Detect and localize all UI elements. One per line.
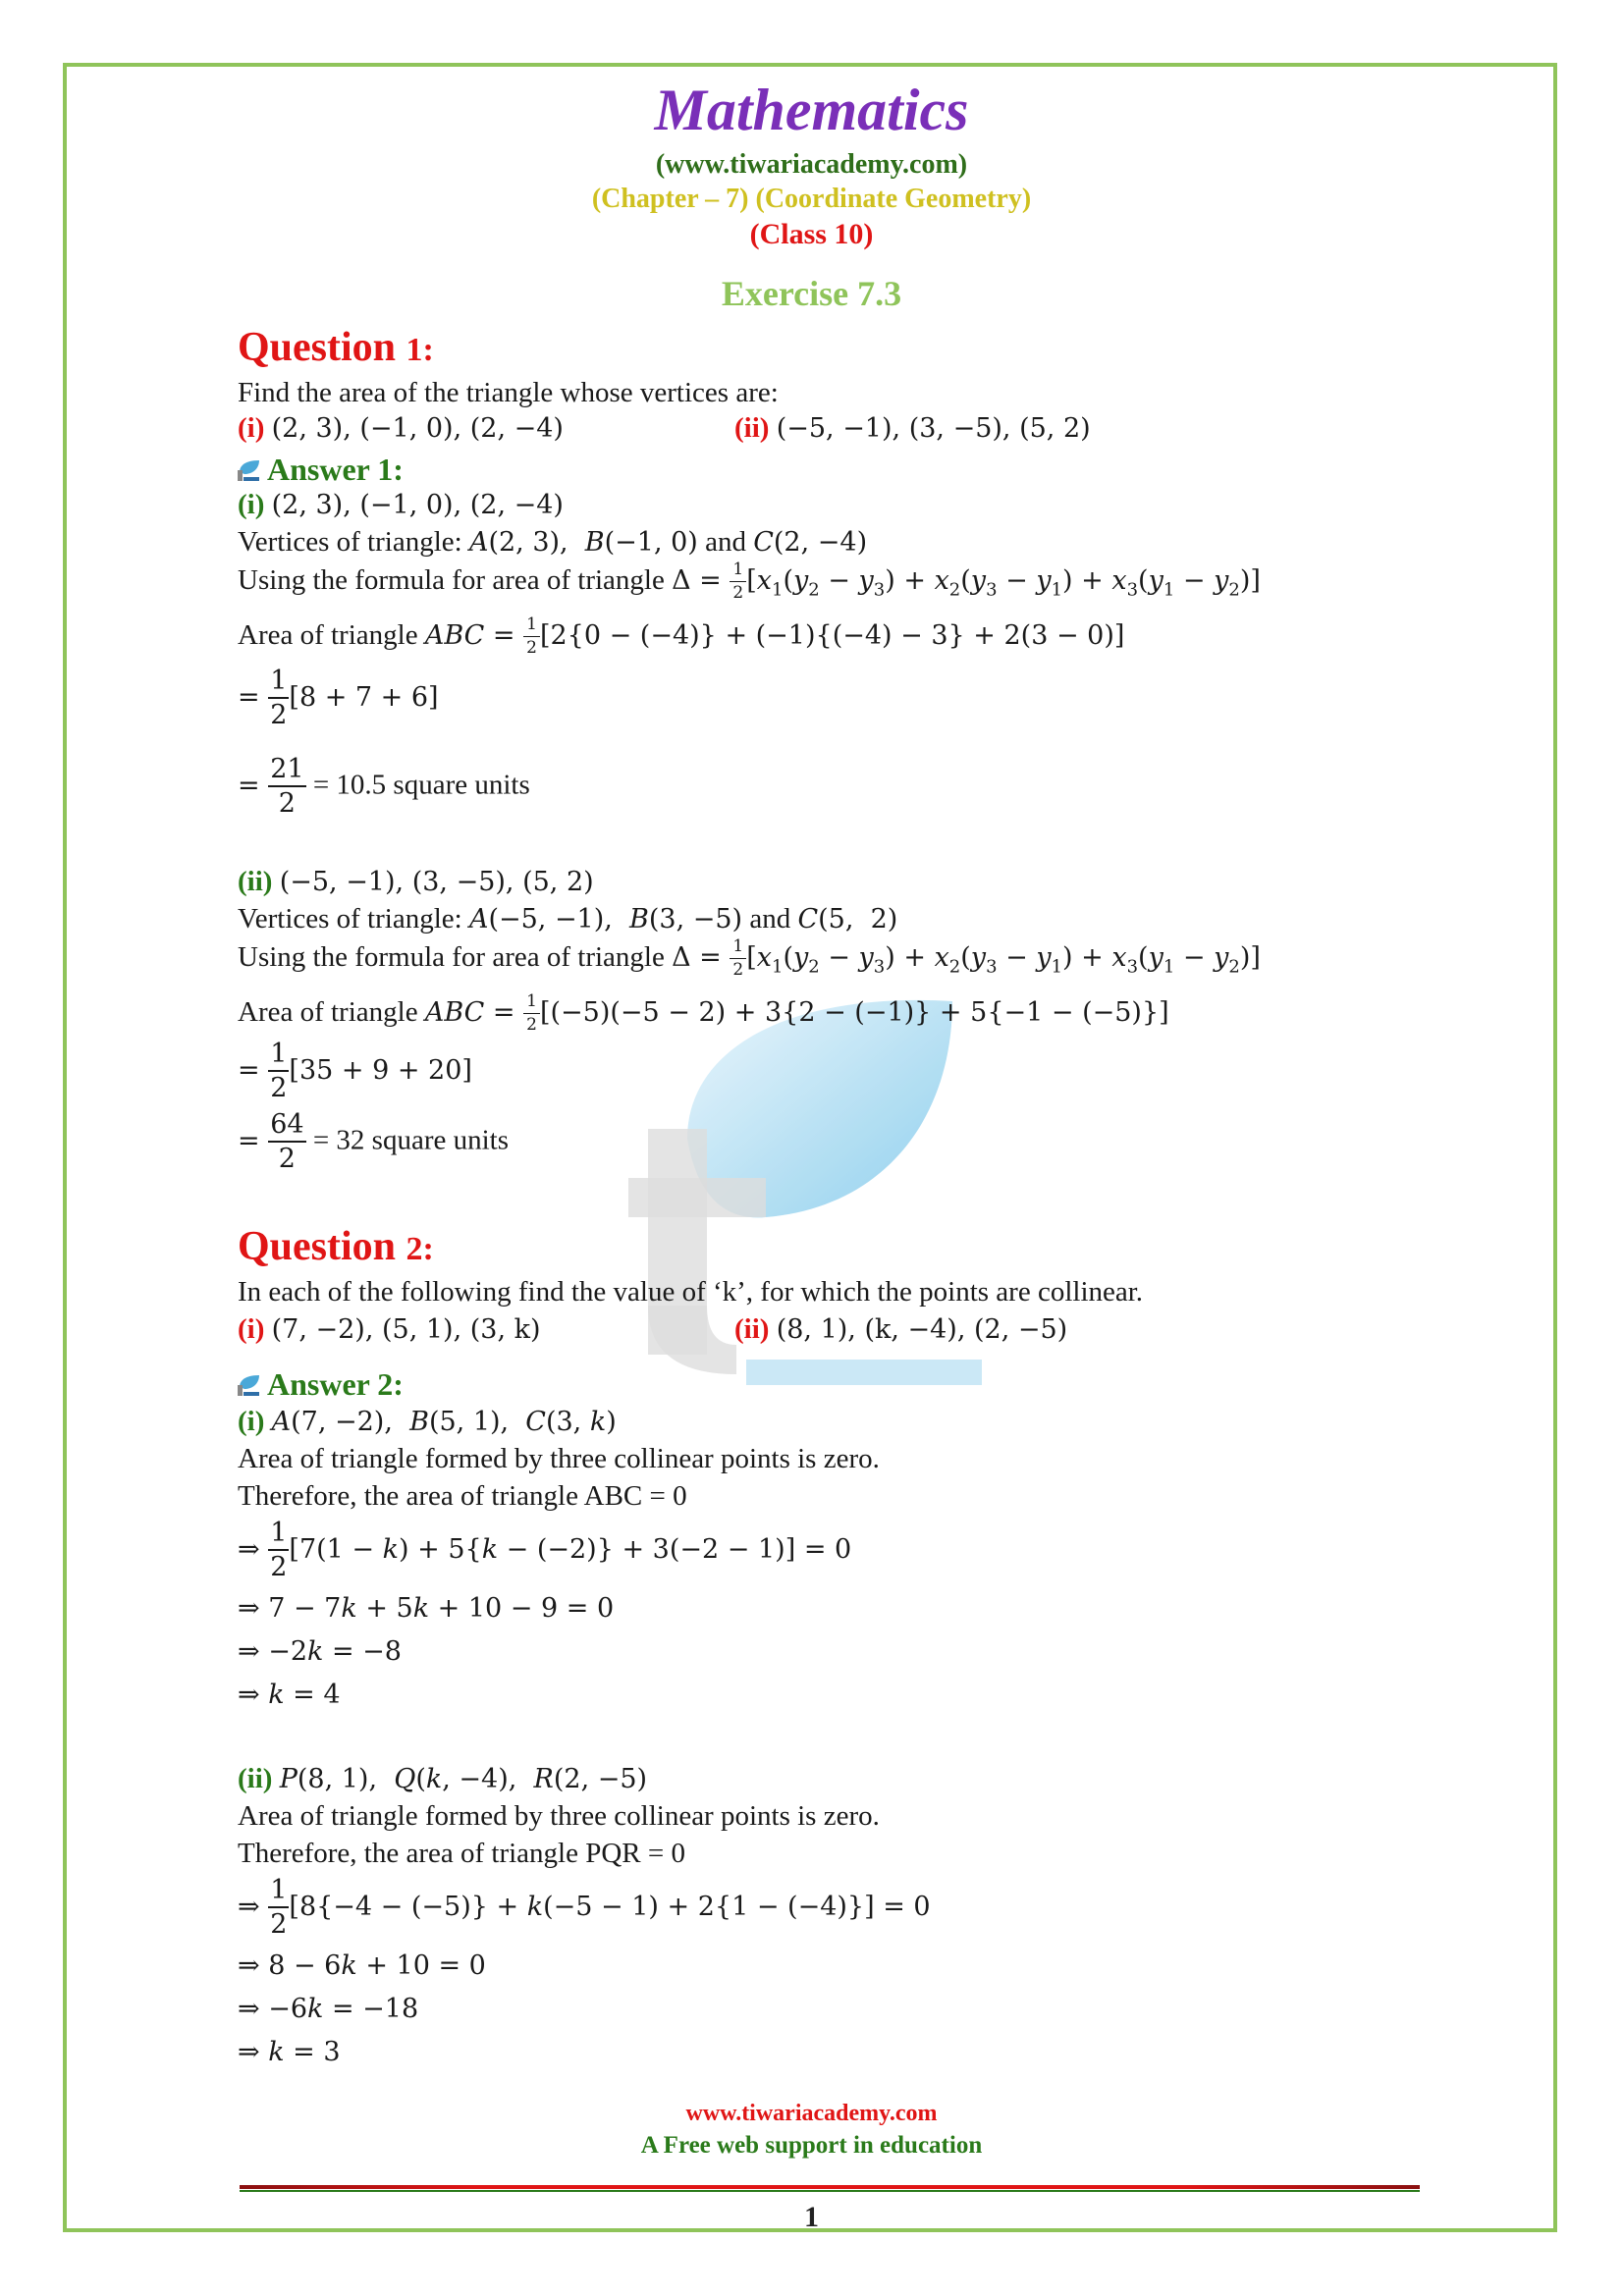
part-points: (7, −2), (5, 1), (3, k) — [271, 1314, 541, 1345]
formula-label: Using the formula for area of triangle — [238, 941, 665, 973]
part-points: (−5, −1), (3, −5), (5, 2) — [776, 413, 1091, 444]
question-1-part-i — [238, 412, 564, 445]
answer-1-part-i — [238, 489, 564, 521]
answer-1-ii-step-1: = $\frac{1}{2}$ [35 + 9 + 20] — [238, 1039, 472, 1103]
part-label: (ii) — [238, 1763, 273, 1794]
part-label: (i) — [238, 412, 265, 444]
answer-2-step-1: ⇒ $\frac{1}{2}$ [7(1 − k) + 5{k − (−2)} + 3(−2 − 1)] = 0 — [238, 1518, 852, 1582]
answer-2-line-3: Area of triangle formed by three collinear points is zero. — [238, 1800, 880, 1832]
answer-label: Answer 1: — [267, 452, 404, 487]
result-text: = 10.5 square units — [312, 769, 530, 801]
answer-1-formula: Using the formula for area of triangle Δ = $\frac{1}{2}$ $[x_1(y_2 - y_3) + x_2(y_3 - y_1) + x_3(y_1 - y_2)]$ — [238, 560, 1261, 603]
answer-label: Answer 2: — [267, 1366, 404, 1402]
answer-2-step-3: ⇒ −2k = −8 — [238, 1636, 402, 1667]
question-label: Question — [238, 325, 397, 370]
exercise-heading: Exercise 7.3 — [721, 274, 902, 313]
area-label: Area of triangle — [238, 619, 418, 651]
question-number: 1: — [406, 332, 434, 368]
answer-2-ii-step-2: ⇒ 8 − 6k + 10 = 0 — [238, 1950, 486, 1981]
part-points: (−5, −1), (3, −5), (5, 2) — [279, 867, 594, 897]
question-label: Question — [238, 1224, 397, 1269]
answer-2-step-2: ⇒ 7 − 7k + 5k + 10 − 9 = 0 — [238, 1593, 615, 1624]
page-title: Mathematics — [654, 78, 969, 142]
answer-2-ii-step-3: ⇒ −6k = −18 — [238, 1994, 419, 2024]
answer-1-ii-vertices: Vertices of triangle: A(−5, −1), B(3, −5) and C(5, 2) — [238, 903, 898, 934]
answer-2-line-2: Therefore, the area of triangle ABC = 0 — [238, 1480, 687, 1512]
question-number: 2: — [406, 1231, 434, 1267]
tiwari-logo-icon — [236, 1373, 261, 1397]
answer-1-heading — [236, 452, 404, 488]
part-points: (2, 3), (−1, 0), (2, −4) — [271, 413, 564, 444]
question-2-text: In each of the following find the value of ‘k’, for which the points are collinear. — [238, 1276, 1144, 1308]
answer-2-heading — [236, 1366, 404, 1403]
question-2-part-ii — [734, 1313, 1067, 1346]
answer-1-part-ii — [238, 866, 594, 898]
header-class: (Class 10) — [749, 218, 874, 250]
part-points: (2, 3), (−1, 0), (2, −4) — [271, 490, 564, 520]
header-site: (www.tiwariacademy.com) — [655, 149, 968, 180]
answer-2-part-i: (i) A(7, −2), B(5, 1), C(3, k) — [238, 1406, 617, 1437]
answer-1-ii-area: Area of triangle ABC = $\frac{1}{2}$ [(−5)(−5 − 2) + 3{2 − (−1)} + 5{−1 − (−5)}] — [238, 991, 1169, 1035]
answer-2-part-ii: (ii) P(8, 1), Q(k, −4), R(2, −5) — [238, 1763, 648, 1794]
footer-divider — [240, 2185, 1420, 2189]
answer-1-step-1: = $\frac{1}{2}$ [8 + 7 + 6] — [238, 666, 439, 730]
question-2-part-i — [238, 1313, 541, 1346]
answer-1-ii-formula: Using the formula for area of triangle Δ = $\frac{1}{2}$ $[x_1(y_2 - y_3) + x_2(y_3 - y_1) + x_3(y_1 - y_2)]$ — [238, 936, 1261, 980]
question-1-part-ii — [734, 412, 1091, 445]
footer-tagline: A Free web support in education — [640, 2132, 983, 2159]
vertices-label: Vertices of triangle: — [238, 903, 462, 934]
answer-2-line-1: Area of triangle formed by three collinear points is zero. — [238, 1443, 880, 1474]
result-text: = 32 square units — [312, 1124, 510, 1156]
part-label: (ii) — [238, 866, 273, 897]
footer-site-link[interactable]: www.tiwariacademy.com — [685, 2101, 938, 2126]
answer-1-area: Area of triangle ABC = $\frac{1}{2}$ [2{0 − (−4)} + (−1){(−4) − 3} + 2(3 − 0)] — [238, 614, 1125, 658]
question-1-text: Find the area of the triangle whose vertices are: — [238, 377, 779, 408]
answer-2-ii-step-4: ⇒ k = 3 — [238, 2037, 341, 2067]
question-1-heading — [238, 324, 434, 371]
vertices-label: Vertices of triangle: — [238, 526, 462, 558]
answer-2-ii-step-1: ⇒ $\frac{1}{2}$ [8{−4 − (−5)} + k(−5 − 1) + 2{1 − (−4)}] = 0 — [238, 1875, 931, 1940]
part-label: (i) — [238, 489, 265, 520]
part-points: (8, 1), (k, −4), (2, −5) — [776, 1314, 1068, 1345]
header-chapter: (Chapter – 7) (Coordinate Geometry) — [591, 184, 1032, 214]
answer-2-step-4: ⇒ k = 4 — [238, 1680, 341, 1710]
tiwari-logo-icon — [236, 458, 261, 482]
area-label: Area of triangle — [238, 996, 418, 1028]
page-number: 1 — [804, 2201, 819, 2233]
answer-1-result: = $\frac{21}{2}$ = 10.5 square units — [238, 754, 530, 819]
question-2-heading — [238, 1223, 434, 1270]
answer-1-ii-result: = $\frac{64}{2}$ = 32 square units — [238, 1109, 510, 1174]
formula-label: Using the formula for area of triangle — [238, 564, 665, 596]
answer-1-vertices: Vertices of triangle: A(2, 3), B(−1, 0) and C(2, −4) — [238, 526, 868, 558]
part-label: (ii) — [734, 1313, 770, 1345]
part-label: (ii) — [734, 412, 770, 444]
part-label: (i) — [238, 1406, 265, 1437]
answer-2-line-4: Therefore, the area of triangle PQR = 0 — [238, 1838, 685, 1869]
part-label: (i) — [238, 1313, 265, 1345]
footer-divider-accent — [240, 2190, 1420, 2192]
